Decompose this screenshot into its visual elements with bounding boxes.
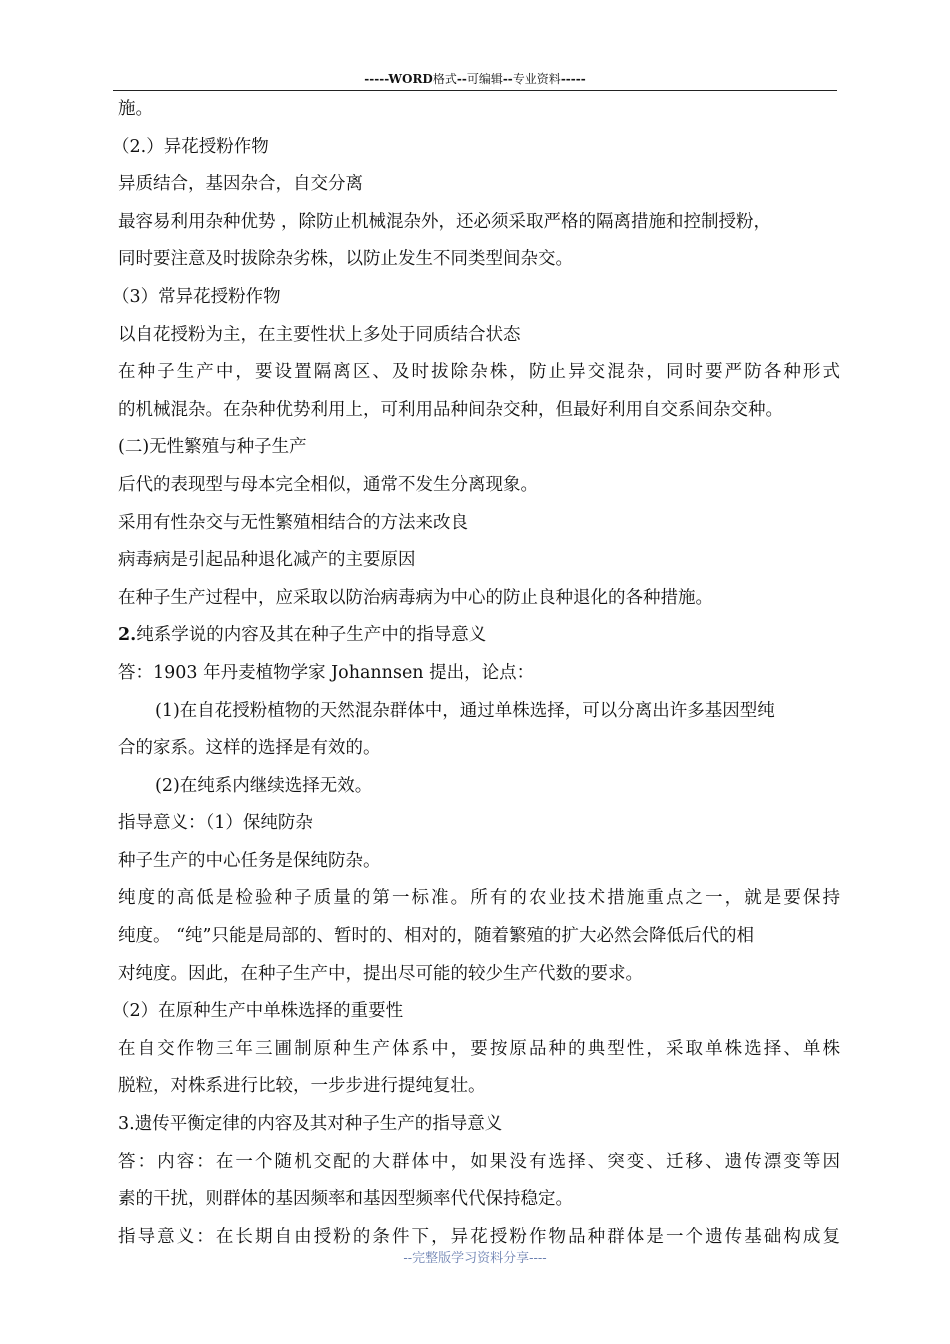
- text-line: 同时要注意及时拔除杂劣株，以防止发生不同类型间杂交。: [118, 249, 573, 270]
- text-line: 在种子生产过程中，应采取以防治病毒病为中心的防止良种退化的各种措施。: [118, 587, 713, 608]
- text-line: 的机械混杂。在杂种优势利用上，可利用品种间杂交种，但最好利用自交系间杂交种。: [118, 399, 783, 420]
- text-line: 施。: [118, 99, 153, 119]
- page-footer: --完整版学习资料分享----: [403, 1251, 547, 1266]
- text-line: 最容易利用杂种优势 ，除防止机械混杂外，还必须采取严格的隔离措施和控制授粉，: [118, 211, 772, 232]
- subheading-line: （2.）异花授粉作物: [112, 136, 269, 157]
- header-dash-right: -----: [560, 72, 586, 86]
- text-line: (1)在自花授粉植物的天然混杂群体中，通过单株选择，可以分离出许多基因型纯: [155, 700, 775, 721]
- question-number: 2.: [118, 625, 137, 646]
- page-header: [113, 72, 837, 91]
- text-line: 以自花授粉为主，在主要性状上多处于同质结合状态: [118, 324, 521, 345]
- document-body: [112, 91, 848, 1256]
- header-dash-left: -----: [364, 72, 389, 86]
- header-format: 格式: [432, 72, 457, 86]
- header-editable: 可编辑: [466, 72, 503, 86]
- text-line: 病毒病是引起品种退化减产的主要原因: [118, 550, 416, 571]
- answer-line: 答：内容：在一个随机交配的大群体中，如果没有选择、突变、迁移、遗传漂变等因: [118, 1151, 840, 1172]
- text-line: 指导意义：（1）保纯防杂: [118, 813, 313, 834]
- subheading-line: （3）常异花授粉作物: [112, 286, 281, 307]
- text-line: 在自交作物三年三圃制原种生产体系中，要按原品种的典型性，采取单株选择、单株: [118, 1038, 840, 1059]
- header-dash-2: --: [502, 72, 513, 86]
- text-line: 合的家系。这样的选择是有效的。: [118, 738, 381, 759]
- section-heading: (二)无性繁殖与种子生产: [118, 437, 307, 458]
- text-line: 指导意义：在长期自由授粉的条件下，异花授粉作物品种群体是一个遗传基础构成复: [118, 1226, 840, 1247]
- text-line: 纯度。 “纯”只能是局部的、暂时的、相对的，随着繁殖的扩大必然会降低后代的相: [118, 926, 754, 947]
- subheading-line: （2）在原种生产中单株选择的重要性: [112, 1001, 404, 1022]
- text-line: 纯度的高低是检验种子质量的第一标准。所有的农业技术措施重点之一，就是要保持: [118, 888, 840, 909]
- text-line: 后代的表现型与母本完全相似，通常不发生分离现象。: [118, 474, 538, 495]
- question-heading: 3.遗传平衡定律的内容及其对种子生产的指导意义: [118, 1114, 503, 1135]
- text-line: 在种子生产中，要设置隔离区、及时拔除杂株，防止异交混杂，同时要严防各种形式: [118, 362, 840, 383]
- text-line: 对纯度。因此，在种子生产中，提出尽可能的较少生产代数的要求。: [118, 963, 643, 984]
- text-line: 采用有性杂交与无性繁殖相结合的方法来改良: [118, 512, 468, 533]
- text-line: (2)在纯系内继续选择无效。: [155, 775, 373, 796]
- answer-line: 答：1903 年丹麦植物学家 Johannsen 提出，论点：: [118, 662, 535, 683]
- text-line: 素的干扰，则群体的基因频率和基因型频率代代保持稳定。: [118, 1189, 573, 1210]
- header-word: WORD: [388, 72, 433, 86]
- header-professional: 专业资料: [512, 72, 561, 86]
- text-line: 异质结合，基因杂合，自交分离: [118, 174, 363, 195]
- question-text: 纯系学说的内容及其在种子生产中的指导意义: [136, 625, 487, 646]
- question-heading: [118, 617, 848, 655]
- text-line: 种子生产的中心任务是保纯防杂。: [118, 850, 381, 871]
- text-line: 脱粒，对株系进行比较，一步步进行提纯复壮。: [118, 1076, 486, 1097]
- header-dash-1: --: [456, 72, 467, 86]
